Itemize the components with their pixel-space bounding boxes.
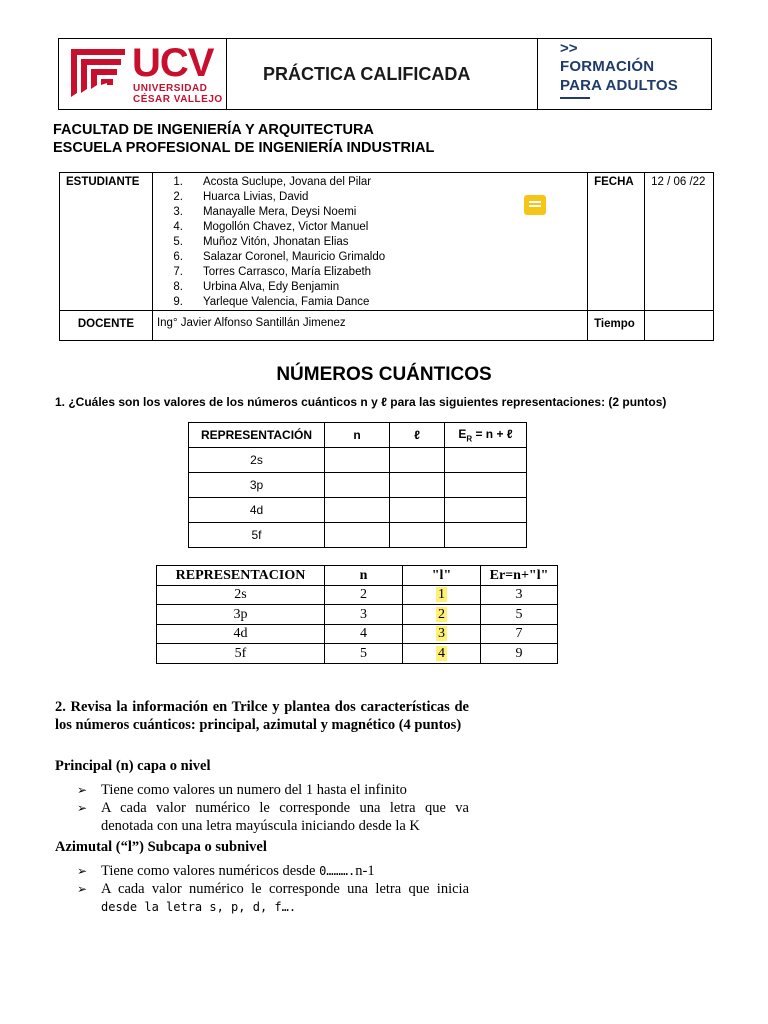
student-name: Salazar Coronel, Mauricio Grimaldo [202,251,386,263]
item-text: desde la letra s, p, d, f…. [101,900,297,914]
student-name: Yarleque Valencia, Famia Dance [202,296,370,308]
header-cell: ℓ [390,423,445,448]
bullet-arrow-icon: ➢ [77,864,88,878]
header-cell: Er=n+"l" [481,566,558,586]
table-cell [325,448,390,473]
student-item [157,280,587,295]
table-cell [325,498,390,523]
document-title: PRÁCTICA CALIFICADA [227,39,538,109]
table-cell: 9 [481,644,558,664]
table-cell: 3 [325,605,403,625]
table-cell: 2s [157,585,325,605]
student-number: 2. [173,191,183,203]
table-cell: 5 [325,644,403,664]
tiempo-value [645,311,714,341]
student-list-cell [152,173,587,311]
student-number: 7. [173,266,183,278]
table-cell [403,585,481,605]
highlighted-value: 2 [438,606,445,622]
list-item [55,799,469,835]
azimutal-title: Azimutal (“l”) Subcapa o subnivel [55,839,267,855]
ucv-wordmark: UCV [132,41,214,85]
table-cell: 5 [481,605,558,625]
student-item [157,220,587,235]
bullet-arrow-icon: ➢ [77,801,88,815]
table-cell [445,448,527,473]
student-name: Huarca Livias, David [202,191,309,203]
student-name: Muñoz Vitón, Jhonatan Elias [202,236,349,248]
student-number: 1. [173,176,183,188]
table-cell: 4 [325,624,403,644]
student-item [157,190,587,205]
student-number: 8. [173,281,183,293]
student-name: Mogollón Chavez, Victor Manuel [202,221,369,233]
header-cell: n [325,423,390,448]
table-cell [403,624,481,644]
table-cell [325,523,390,548]
table-cell [445,473,527,498]
bullet-arrow-icon: ➢ [77,783,88,797]
fecha-label: FECHA [588,173,645,311]
fecha-value: 12 / 06 /22 [645,173,714,311]
student-info-table [59,172,714,341]
ucv-emblem-icon [69,47,127,99]
table-header-row [189,423,527,448]
table-row [157,624,558,644]
list-item [55,781,469,799]
table-cell: 2 [325,585,403,605]
item-text: n-1 [355,863,375,879]
table-cell [403,605,481,625]
docente-value: Ing° Javier Alfonso Santillán Jimenez [152,311,587,341]
question-1: 1. ¿Cuáles son los valores de los números cuánticos n y ℓ para las siguientes representaciones: (2 puntos) [55,395,667,409]
brand-arrows-icon: >> [560,40,578,57]
table-cell: 4d [189,498,325,523]
quantum-table-blank [188,422,527,548]
student-name: Acosta Suclupe, Jovana del Pilar [202,176,372,188]
student-item [157,265,587,280]
table-cell: 5f [189,523,325,548]
table-header-row [157,566,558,586]
program-brand [538,39,711,109]
highlighted-value: 3 [438,626,445,642]
student-item [157,175,587,190]
highlighted-value: 1 [438,587,445,603]
table-cell: 4d [157,624,325,644]
azimutal-list [55,862,469,916]
table-cell: 7 [481,624,558,644]
student-number: 4. [173,221,183,233]
table-row [189,448,527,473]
table-cell [390,498,445,523]
ucv-subtitle-1: UNIVERSIDAD [133,83,208,94]
header-cell: n [325,566,403,586]
student-number: 5. [173,236,183,248]
item-text: 0………. [319,864,356,878]
student-item [157,250,587,265]
brand-line-2: PARA ADULTOS [560,77,678,94]
student-name: Manayalle Mera, Deysi Noemi [202,206,357,218]
brand-underline [560,97,590,99]
table-cell: 2s [189,448,325,473]
student-item [157,295,587,310]
table-cell: 3 [481,585,558,605]
item-text: A cada valor numérico le corresponde una letra que va denotada con una letra mayúscula iniciando desde la K [101,800,469,834]
table-row [157,644,558,664]
student-item [157,205,587,220]
item-text: Tiene como valores un numero del 1 hasta el infinito [101,782,407,798]
table-cell [390,523,445,548]
highlighted-value: 4 [438,645,445,661]
school-name: ESCUELA PROFESIONAL DE INGENIERÍA INDUSTRIAL [53,140,435,156]
docente-label: DOCENTE [60,311,153,341]
tiempo-label: Tiempo [588,311,645,341]
table-row [189,523,527,548]
header-cell: "l" [403,566,481,586]
student-number: 3. [173,206,183,218]
brand-line-1: FORMACIÓN [560,58,655,75]
table-cell [445,498,527,523]
document-header [58,38,712,110]
student-list [153,173,587,310]
student-number: 9. [173,296,183,308]
item-text: Tiene como valores numéricos desde [101,863,320,879]
faculty-name: FACULTAD DE INGENIERÍA Y ARQUITECTURA [53,122,374,138]
table-row [157,605,558,625]
principal-title: Principal (n) capa o nivel [55,758,211,774]
student-name: Torres Carrasco, María Elizabeth [202,266,372,278]
item-text: A cada valor numérico le corresponde una letra que inicia [101,881,469,897]
student-label: ESTUDIANTE [60,173,153,311]
table-cell: 5f [157,644,325,664]
table-cell [390,448,445,473]
table-cell [403,644,481,664]
principal-list [55,781,469,835]
list-item [55,880,469,916]
faculty-block [53,121,434,157]
table-cell [325,473,390,498]
quantum-table-answers [156,565,558,664]
table-cell: 3p [189,473,325,498]
header-cell: REPRESENTACION [157,566,325,586]
comment-icon[interactable] [524,195,546,215]
bullet-arrow-icon: ➢ [77,882,88,896]
header-cell-er: $E_R = n$ + ℓ [445,423,527,448]
header-cell: REPRESENTACIÓN [189,423,325,448]
question-2-heading: 2. Revisa la información en Trilce y plantea dos características de los números cuánticos: principal, azimutal y magnético (4 puntos) [55,699,469,733]
ucv-subtitle-2: CÉSAR VALLEJO [133,94,223,105]
table-cell: 3p [157,605,325,625]
ucv-logo [59,39,227,109]
student-name: Urbina Alva, Edy Benjamin [202,281,340,293]
student-item [157,235,587,250]
table-cell [390,473,445,498]
table-row [157,585,558,605]
student-number: 6. [173,251,183,263]
table-row [189,473,527,498]
table-cell [445,523,527,548]
section-title: NÚMEROS CUÁNTICOS [276,364,492,385]
table-row [189,498,527,523]
list-item [55,862,469,880]
